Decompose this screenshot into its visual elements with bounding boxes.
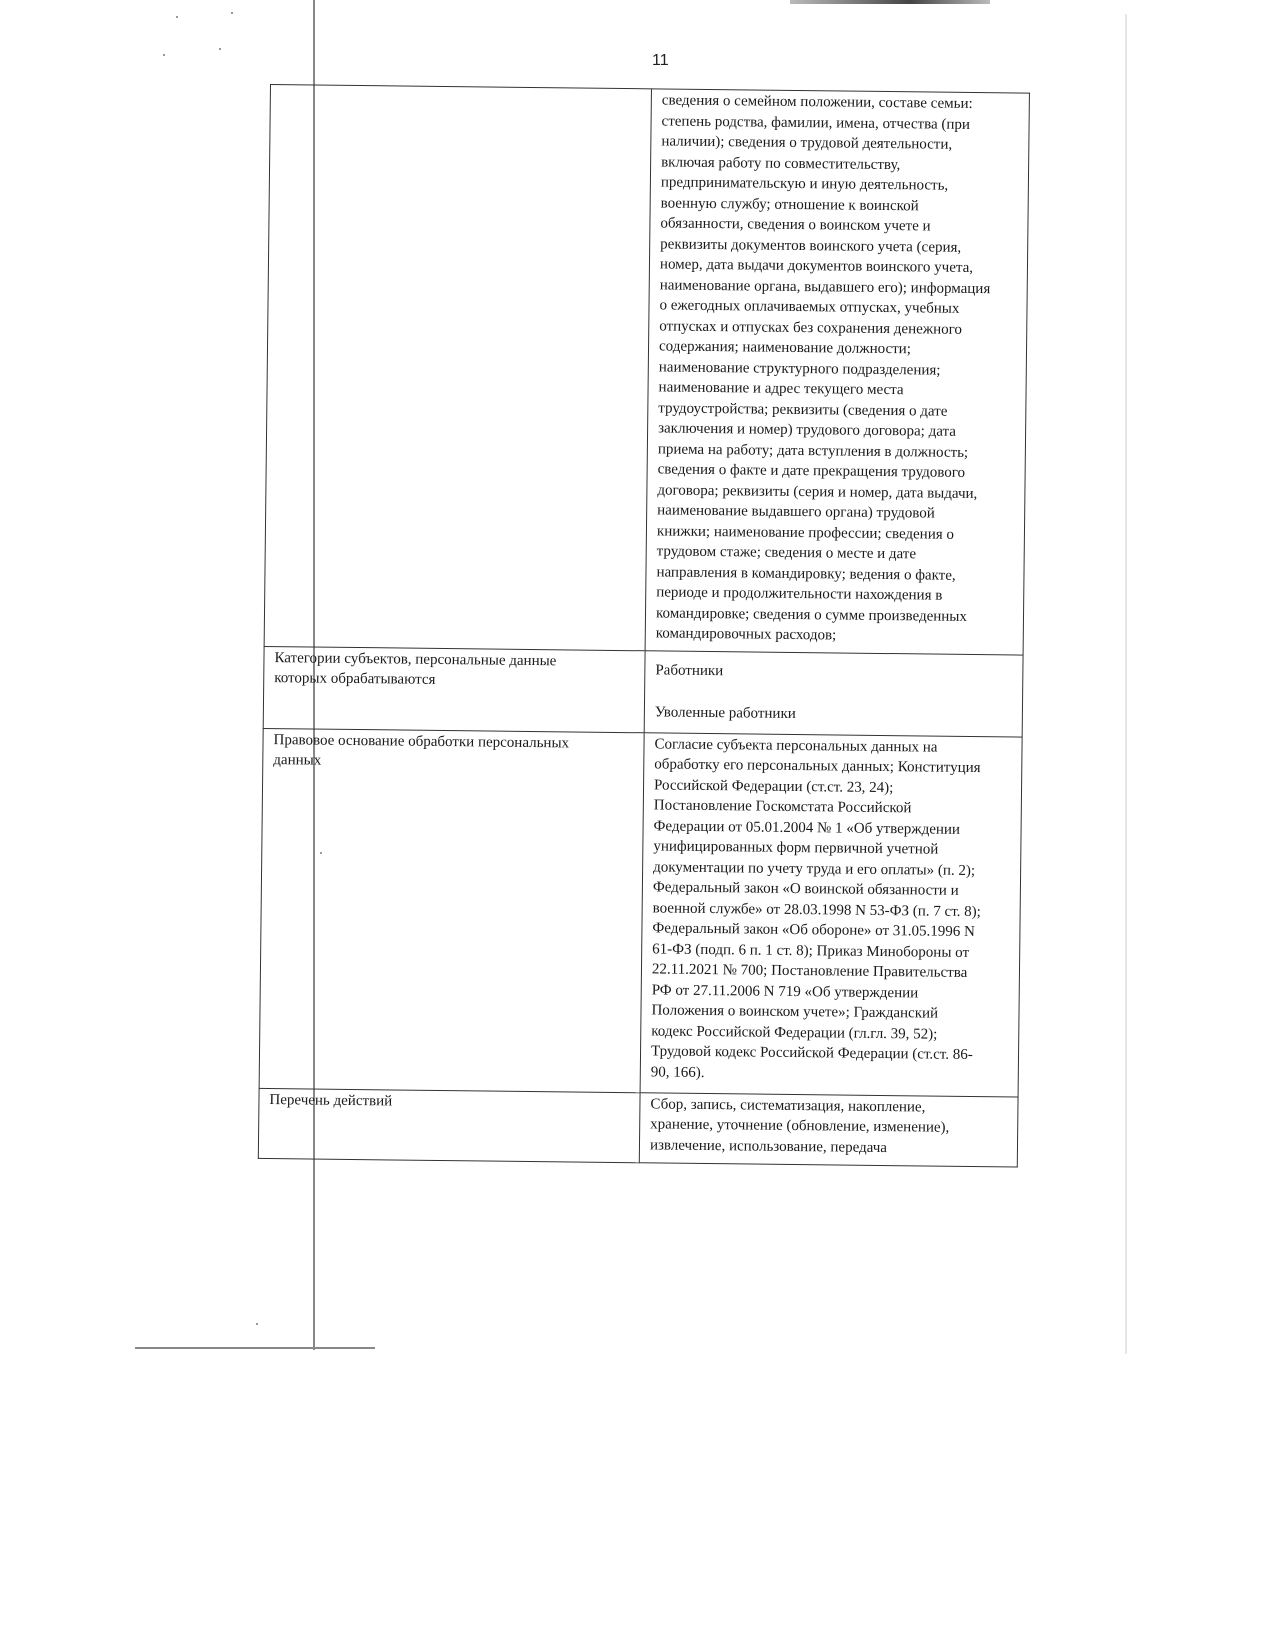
cell-text-line: Российской Федерации (ст.ст. 23, 24);	[653, 776, 894, 796]
cell-text-line: Федеральный закон «Об обороне» от 31.05.1996 N	[652, 920, 975, 941]
cell-text-line: Постановление Госкомстата Российской	[653, 797, 912, 817]
cell-text-line: сведения о семейном положении, составе семьи:	[661, 92, 973, 112]
cell-text-line: 61-ФЗ (подп. 6 п. 1 ст. 8); Приказ Минобороны от	[652, 940, 970, 961]
cell-text-line: наименование и адрес текущего места	[658, 379, 904, 399]
table-cell-label	[258, 1088, 640, 1162]
cell-text-line: Перечень действий	[269, 1091, 393, 1109]
scan-edge-shadow	[1125, 14, 1127, 1354]
cell-text-line: включая работу по совместительству,	[661, 153, 901, 173]
table-cell-label	[263, 646, 645, 732]
table-row	[263, 646, 1023, 737]
cell-text-line: Федерации от 05.01.2004 № 1 «Об утверждении	[653, 817, 961, 838]
cell-text-line: командировке; сведения о сумме произведенных	[655, 604, 968, 625]
cell-text-line: наименование структурного подразделения;	[658, 358, 941, 379]
cell-text-line: содержания; наименование должности;	[658, 338, 912, 358]
cell-text-line: Уволенные работники	[654, 704, 796, 723]
cell-text-line: РФ от 27.11.2006 N 719 «Об утверждении	[651, 981, 919, 1001]
cell-text-line: данных	[273, 752, 322, 769]
personal-data-table-wrapper	[258, 84, 1030, 1167]
cell-text-line: Категории субъектов, персональные данные	[274, 649, 557, 669]
cell-text-line: степень родства, фамилии, имена, отчества (при	[661, 112, 971, 133]
cell-text-line: обработку его персональных данных; Конституция	[654, 756, 981, 777]
table-cell-label	[264, 85, 651, 651]
table-row	[259, 728, 1022, 1097]
cell-text-line: сведения о факте и дате прекращения трудового	[657, 461, 966, 481]
cell-text-line: командировочных расходов;	[655, 625, 837, 644]
cell-text-line: извлечение, использование, передача	[649, 1136, 888, 1156]
table-cell-label	[259, 728, 644, 1092]
cell-text-line: книжки; наименование профессии; сведения о	[656, 522, 955, 543]
cell-text-line: наличии); сведения о трудовой деятельности,	[661, 133, 953, 153]
cell-text-line: 90, 166).	[650, 1063, 705, 1081]
table-row	[264, 85, 1029, 655]
cell-text-line: трудовом стаже; сведения о месте и дате	[656, 543, 917, 563]
scan-dust-mark	[256, 1323, 258, 1325]
scan-dust-mark	[219, 48, 221, 50]
cell-text-line: предпринимательскую и иную деятельность,	[660, 174, 949, 194]
cell-text-line: наименование выдавшего органа) трудовой	[657, 502, 935, 522]
table-cell-content	[639, 1092, 1018, 1166]
cell-text-line: военную службу; отношение к воинской	[660, 194, 919, 214]
cell-text-line: реквизиты документов воинского учета (серия,	[660, 235, 962, 256]
cell-text-line: документации по учету труда и его оплаты» (п. 2);	[653, 858, 976, 879]
cell-text-line: Положения о воинском учете»; Гражданский	[651, 1002, 939, 1022]
scan-dust-mark	[163, 54, 165, 56]
cell-text-line: Трудовой кодекс Российской Федерации (ст.ст. 86-	[650, 1043, 973, 1064]
cell-text-line: Правовое основание обработки персональных	[273, 731, 570, 751]
personal-data-table	[258, 84, 1030, 1167]
cell-text-line: наименование органа, выдавшего его); информация	[659, 276, 991, 297]
cell-text-line: о ежегодных оплачиваемых отпусках, учебных	[659, 297, 960, 317]
cell-text-line: периоде и продолжительности нахождения в	[656, 584, 943, 604]
cell-text-line: трудоустройства; реквизиты (сведения о дате	[658, 399, 948, 420]
cell-text-line: отпусках и отпусках без сохранения денежного	[659, 317, 963, 338]
cell-text-line: приема на работу; дата вступления в должность;	[657, 440, 969, 461]
cell-text-line: номер, дата выдачи документов воинского учета,	[659, 256, 974, 276]
cell-text-line: Федеральный закон «О воинской обязанности и	[652, 879, 959, 899]
cell-text-line: обязанности, сведения о воинском учете и	[660, 215, 931, 235]
scan-dust-mark	[231, 12, 233, 14]
cell-text-line: направления в командировку; ведения о факте,	[656, 563, 956, 584]
table-cell-content	[644, 650, 1023, 736]
cell-text-line: Работники	[655, 661, 724, 679]
scan-edge-artifact	[790, 0, 990, 4]
cell-text-line: Сбор, запись, систематизация, накопление,	[650, 1095, 926, 1116]
table-cell-content	[645, 89, 1029, 655]
table-cell-content	[640, 732, 1022, 1096]
scan-dust-mark	[176, 16, 178, 18]
cell-text-line: договора; реквизиты (серия и номер, дата выдачи,	[657, 481, 978, 502]
cell-text-line: заключения и номер) трудового договора; дата	[658, 420, 957, 440]
cell-text-line: унифицированных форм первичной учетной	[653, 838, 939, 858]
cell-text-line: хранение, уточнение (обновление, изменение),	[650, 1116, 950, 1136]
cell-text-line: которых обрабатываются	[274, 670, 436, 688]
page-number: 11	[652, 52, 669, 69]
table-row	[258, 1088, 1018, 1167]
cell-text-line: 22.11.2021 № 700; Постановление Правительства	[651, 961, 968, 981]
cell-text-line: Согласие субъекта персональных данных на	[654, 735, 938, 756]
cell-text-line: кодекс Российской Федерации (гл.гл. 39, 52);	[651, 1022, 938, 1043]
cell-text-line: военной службе» от 28.03.1998 N 53-ФЗ (п. 7 ст. 8);	[652, 899, 981, 920]
scan-bottom-line	[135, 1347, 375, 1349]
